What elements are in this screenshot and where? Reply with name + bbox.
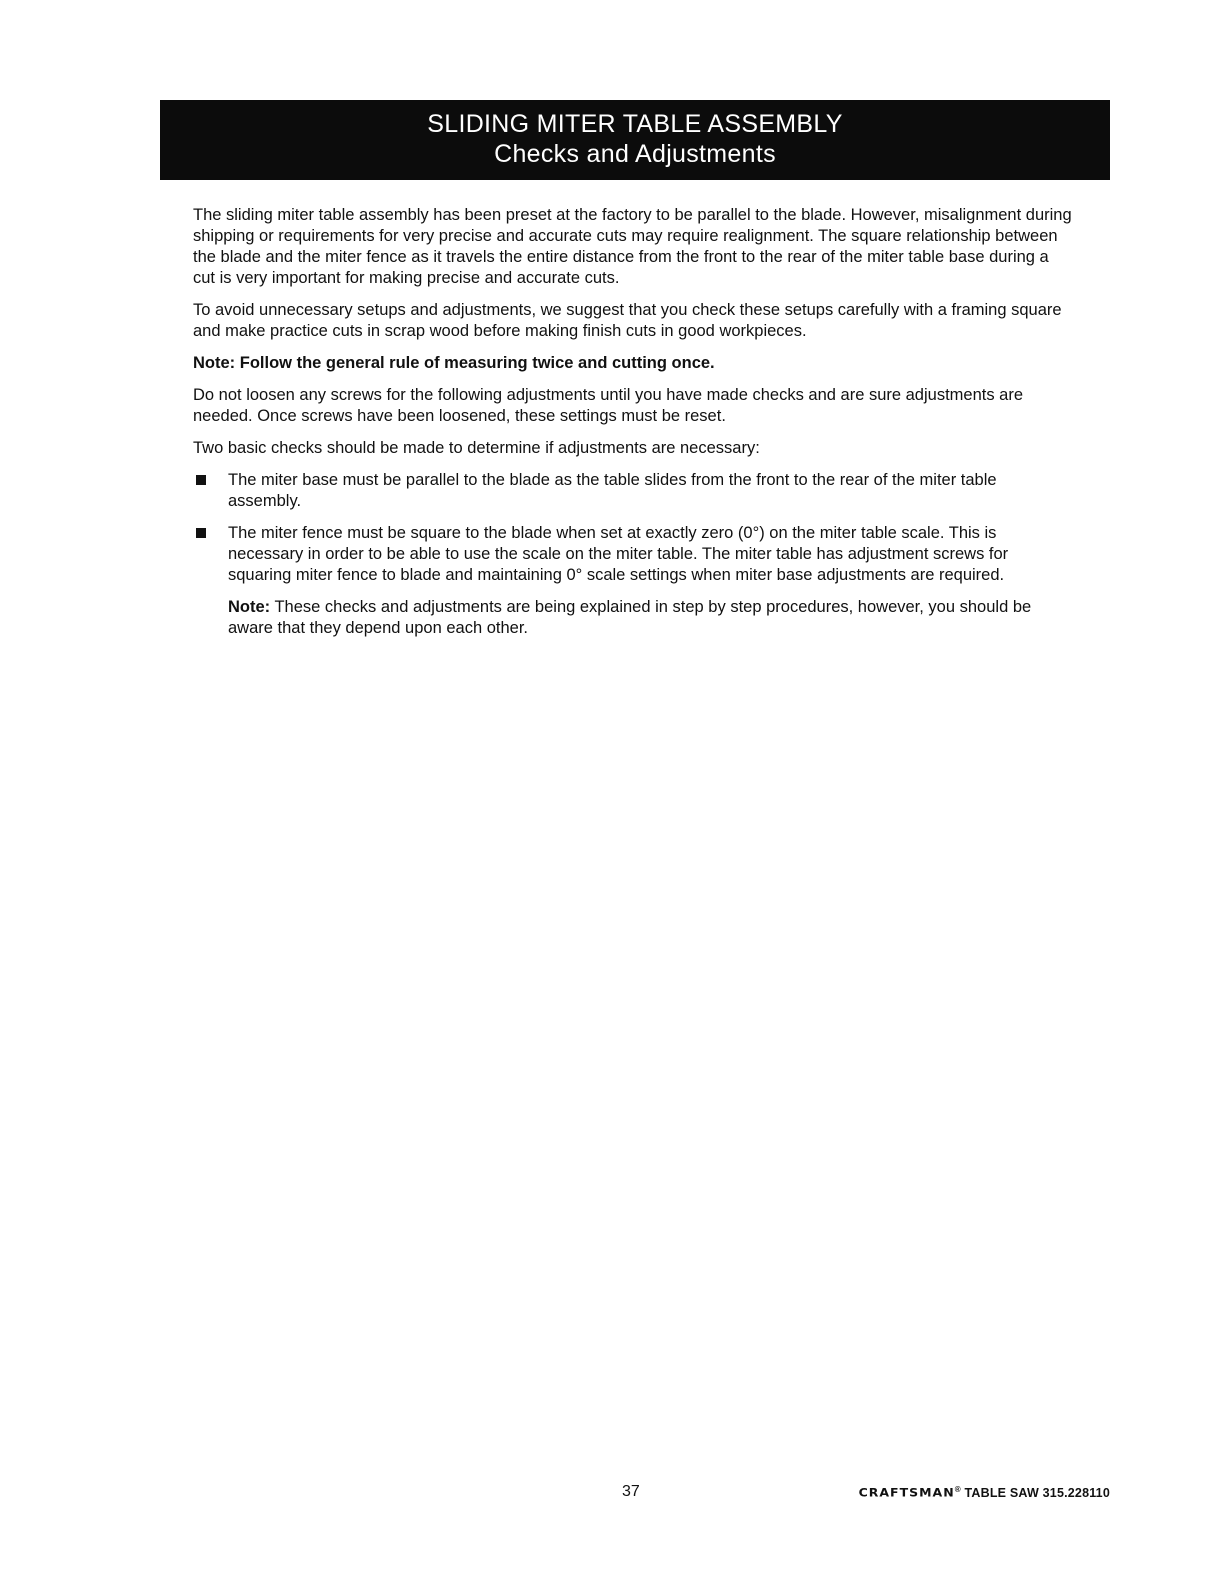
- craftsman-logo: CRAFTSMAN: [858, 1485, 955, 1500]
- section-subtitle: Checks and Adjustments: [494, 140, 776, 168]
- page-footer: [0, 1483, 1220, 1507]
- registered-mark: ®: [954, 1485, 961, 1494]
- setup-advice-paragraph: To avoid unnecessary setups and adjustments, we suggest that you check these setups carefully with a framing square and make practice cuts in scrap wood before making finish cuts in good workpieces.: [193, 301, 1062, 340]
- basic-checks-intro: Two basic checks should be made to determine if adjustments are necessary:: [193, 439, 760, 457]
- list-item-text: The miter base must be parallel to the blade as the table slides from the front to the rear of the miter table assembly.: [228, 471, 997, 510]
- main-content: [193, 205, 1073, 650]
- section-header-banner: [160, 100, 1110, 180]
- footer-product-label: [859, 1485, 1110, 1500]
- page-number: 37: [622, 1483, 640, 1500]
- list-item-text: The miter fence must be square to the blade when set at exactly zero (0°) on the miter table scale. This is necessary in order to be able to use the scale on the miter table. The miter table has adjustment screws for squaring miter fence to blade and maintaining 0° scale settings when miter base adjustments are required.: [228, 524, 1009, 584]
- measuring-note: Note: Follow the general rule of measuring twice and cutting once.: [193, 354, 715, 372]
- basic-checks-list: [193, 470, 1073, 586]
- square-bullet-icon: [196, 528, 206, 538]
- intro-paragraph: The sliding miter table assembly has been preset at the factory to be parallel to the blade. However, misalignment during shipping or requirements for very precise and accurate cuts may require realignment. The square relationship between the blade and the miter fence as it travels the entire distance from the front to the rear of the miter table base during a cut is very important for making precise and accurate cuts.: [193, 206, 1072, 287]
- list-item: [193, 470, 1073, 512]
- section-title: SLIDING MITER TABLE ASSEMBLY: [427, 110, 843, 138]
- product-model: TABLE SAW 315.228110: [960, 1486, 1110, 1501]
- list-item: [193, 523, 1073, 586]
- screws-warning-paragraph: Do not loosen any screws for the following adjustments until you have made checks and are sure adjustments are needed. Once screws have been loosened, these settings must be reset.: [193, 386, 1024, 425]
- note-text: These checks and adjustments are being explained in step by step procedures, however, you should be aware that they depend upon each other.: [228, 598, 1032, 637]
- note-label: Note:: [228, 598, 271, 616]
- square-bullet-icon: [196, 475, 206, 485]
- procedures-note: [193, 597, 1073, 639]
